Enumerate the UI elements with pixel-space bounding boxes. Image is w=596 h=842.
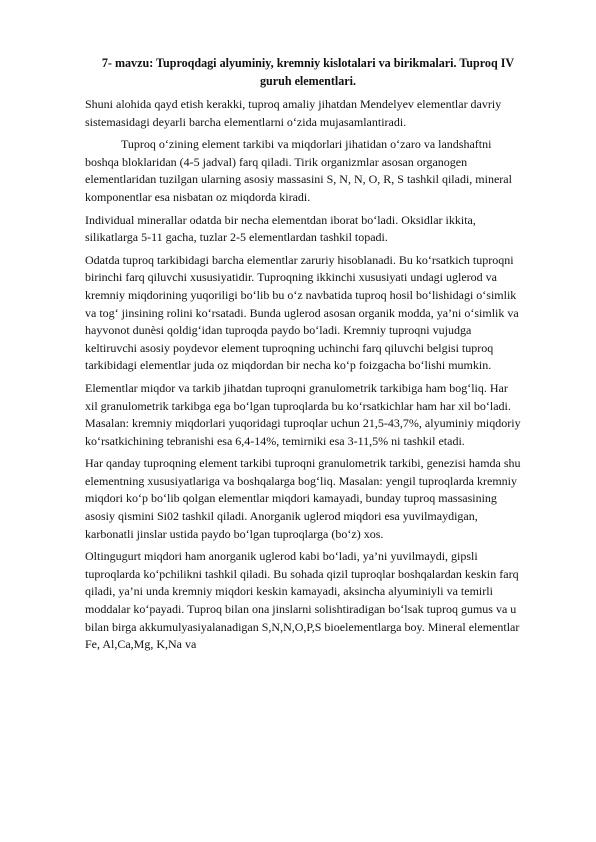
paragraph-4: Odatda tuproq tarkibidagi barcha elementlar zaruriy hisoblanadi. Bu ko‘rsatkich tuproqni birinchi farq qiluvchi xususiyatidir. Tuproqning ikkinchi xususiyati undagi uglerod va kremniy miqdorining yuqoriligi bo‘lib bu o‘z navbatida tuproq hosil bo‘lishidagi o‘simlik va tog‘ jinsining rolini ko‘rsatadi. Bunda uglerod asosan organik modda, ya’ni o‘simlik va hayvonot dunèsi qoldig‘idan tuproqda paydo bo‘ladi. Kremniy tuproqni vujudga keltiruvchi asosiy poydevor element tuproqning uchinchi farq qiluvchi belgisi tuproq tarkibidagi elementlar juda oz miqdordan bir necha ko‘p foizgacha bo‘lishi mumkin. [85, 252, 519, 373]
document-page [85, 55, 521, 659]
document-title: 7- mavzu: Tuproqdagi alyuminiy, kremniy kislotalari va birikmalari. Tuproq IV guruh elementlari. [101, 56, 515, 88]
paragraph-6: Har qanday tuproqning element tarkibi tuproqni granulometrik tarkibi, genezisi hamda shu elementning xususiyatlariga va boshqalarga bog‘liq. Masalan: yengil tuproqlarda kremniy miqdori ko‘p bo‘lib qolgan elementlar miqdori kamayadi, bunday tuproq massasining asosiy qismini Si02 tashkil qiladi. Anorganik uglerod miqdori esa yuvilmaydigan, karbonatli jinslar ustida paydo bo‘lgan tuproqlarga (bo‘z) xos. [85, 456, 521, 541]
paragraph-2: Tuproq o‘zining element tarkibi va miqdorlari jihatidan o‘zaro va landshaftni boshqa bloklaridan (4-5 jadval) farq qiladi. Tirik organizmlar asosan organogen elementlaridan tuzilgan ularning asosiy massasini S, N, N, O, R, S tashkil qiladi, mineral komponentlar esa nisbatan oz miqdorda kiradi. [85, 137, 512, 204]
paragraph-5: Elementlar miqdor va tarkib jihatdan tuproqni granulometrik tarkibiga ham bog‘liq. Har xil granulometrik tarkibga ega bo‘lgan tuproqlarda bu ko‘rsatkichlar ham har xil bo‘ladi. Masalan: kremniy miqdorlari yuqoridagi tuproqlar uchun 21,5-43,7%, alyuminiy miqdoriy ko‘rsatkichining tebranishi esa 6,4-14%, temirniki esa 3-11,5% ni tashkil etadi. [85, 380, 521, 448]
paragraph-1: Shuni alohida qayd etish kerakki, tuproq amaliy jihatdan Mendelyev elementlar davriy sistemasidagi deyarli barcha elementlarni o‘zida mujasamlantiradi. [85, 97, 502, 129]
paragraph-7: Oltingugurt miqdori ham anorganik uglerod kabi bo‘ladi, ya’ni yuvilmaydi, gipsli tuproqlarda ko‘pchilikni tashkil qiladi. Bu sohada qizil tuproqlar boshqalardan keskin farq qiladi, ya’ni unda kremniy miqdori keskin kamayadi, aksincha alyuminiyli va temirli moddalar ko‘payadi. Tuproq bilan ona jinslarni solishtiradigan bo‘lsak tuproq gumus va u bilan birga akkumulyasiyalanadigan S,N,N,O,P,S bioelementlarga boy. Mineral elementlar Fe, Al,Ca,Mg, K,Na va [85, 549, 520, 652]
paragraph-3: Individual minerallar odatda bir necha elementdan iborat bo‘ladi. Oksidlar ikkita, silikatlarga 5-11 gacha, tuzlar 2-5 elementlardan tashkil topadi. [85, 212, 476, 245]
